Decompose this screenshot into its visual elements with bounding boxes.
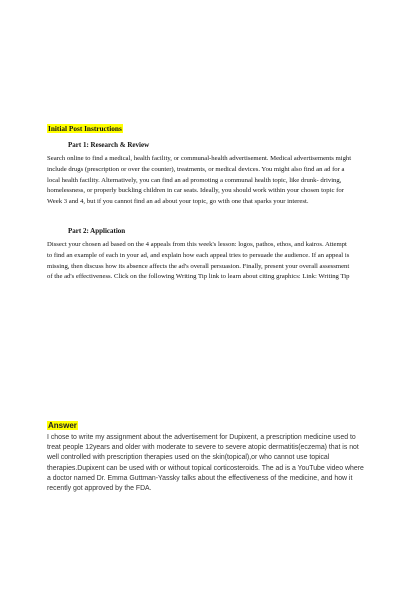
part1-paragraph: Search online to find a medical, health facility, or communal-health advertisement. Medical advertisements might include drugs (prescription or over the counter), treatments, or medical devices. You might also find an ad for a local health facility. Alternatively, you can find an ad promoting a communal health topic, like drunk- driving, homelessness, or properly buckling children in car seats. Ideally, you should work within your chosen topic for Week 3 and 4, but if you cannot find an ad about your topic, go with one that sparks your interest. — [47, 155, 352, 206]
highlighted-heading-text: Initial Post Instructions — [48, 124, 122, 133]
part1-title: Part 1: Research & Review — [68, 141, 150, 149]
instructions-heading — [47, 124, 123, 133]
part2-paragraph: Dissect your chosen ad based on the 4 appeals from this week's lesson: logos, pathos, ethos, and kairos. Attempt to find an example of each in your ad, and explain how each appeal tries to persuade the audience. If an appeal is missing, then discuss how its absence affects the ad's overall persuasion. Finally, present your overall assessment of the ad's effectiveness. Click on the following Writing Tip link to learn about citing graphics: Link: Writing Tip — [47, 241, 350, 281]
highlighted-answer-text: Answer — [48, 421, 77, 430]
part2-title: Part 2: Application — [68, 227, 126, 235]
answer-paragraph: I chose to write my assignment about the advertisement for Dupixent, a prescription medicine used to treat people 12years and older with moderate to severe to severe atopic dermatitis(eczema) that is not well controlled with prescription therapies used on the skin(topical),or who cannot use topical therapies.Dupixent can be used with or without topical corticosteroids. The ad is a YouTube video where a doctor named Dr. Emma Guttman-Yassky talks about the effectiveness of the medicine, and how it recently got approved by the FDA. — [47, 434, 364, 493]
answer-heading — [47, 421, 78, 431]
